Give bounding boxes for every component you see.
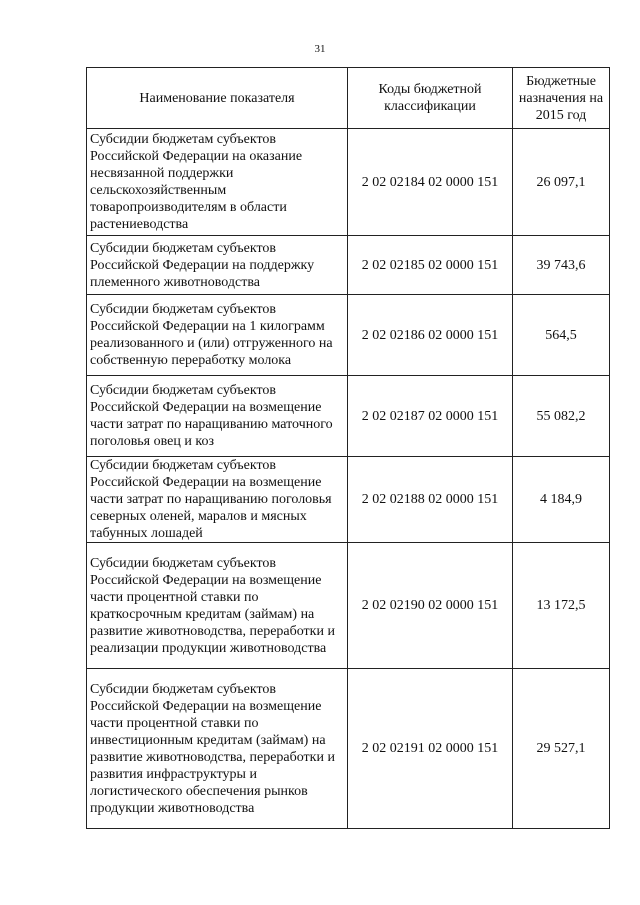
table-row [87,236,610,295]
header-indicator-name: Наименование показателя [87,68,348,129]
row-name: Субсидии бюджетам субъектов Российской Федерации на возмещение части процентной ставки по инвестиционным кредитам (займам) на развитие животноводства, переработки и развития инфраструктуры и логистического обеспечения рынков продукции животноводства [87,669,348,829]
row-amount: 4 184,9 [513,457,610,543]
header-budget-codes: Коды бюджетной классификации [348,68,513,129]
row-amount: 39 743,6 [513,236,610,295]
row-name: Субсидии бюджетам субъектов Российской Федерации на возмещение части затрат по наращиванию маточного поголовья овец и коз [87,376,348,457]
row-code: 2 02 02186 02 0000 151 [348,295,513,376]
table-row [87,295,610,376]
budget-table [86,67,610,829]
row-code: 2 02 02191 02 0000 151 [348,669,513,829]
table-row [87,129,610,236]
table-header-row [87,68,610,129]
row-amount: 55 082,2 [513,376,610,457]
row-code: 2 02 02187 02 0000 151 [348,376,513,457]
table-row [87,376,610,457]
row-amount: 26 097,1 [513,129,610,236]
row-code: 2 02 02190 02 0000 151 [348,543,513,669]
row-name: Субсидии бюджетам субъектов Российской Федерации на возмещение части процентной ставки по краткосрочным кредитам (займам) на развитие животноводства, переработки и реализации продукции животноводства [87,543,348,669]
row-name: Субсидии бюджетам субъектов Российской Федерации на поддержку племенного животноводства [87,236,348,295]
row-amount: 564,5 [513,295,610,376]
row-code: 2 02 02188 02 0000 151 [348,457,513,543]
table-row [87,669,610,829]
row-code: 2 02 02185 02 0000 151 [348,236,513,295]
table-row [87,457,610,543]
row-name: Субсидии бюджетам субъектов Российской Федерации на оказание несвязанной поддержки сельскохозяйственным товаропроизводителям в области растениеводства [87,129,348,236]
row-name: Субсидии бюджетам субъектов Российской Федерации на 1 килограмм реализованного и (или) отгруженного на собственную переработку молока [87,295,348,376]
row-code: 2 02 02184 02 0000 151 [348,129,513,236]
header-budget-allocations: Бюджетные назначения на 2015 год [513,68,610,129]
row-amount: 13 172,5 [513,543,610,669]
page-number: 31 [314,43,326,55]
table-row [87,543,610,669]
row-name: Субсидии бюджетам субъектов Российской Федерации на возмещение части затрат по наращиванию поголовья северных оленей, маралов и мясных табунных лошадей [87,457,348,543]
row-amount: 29 527,1 [513,669,610,829]
